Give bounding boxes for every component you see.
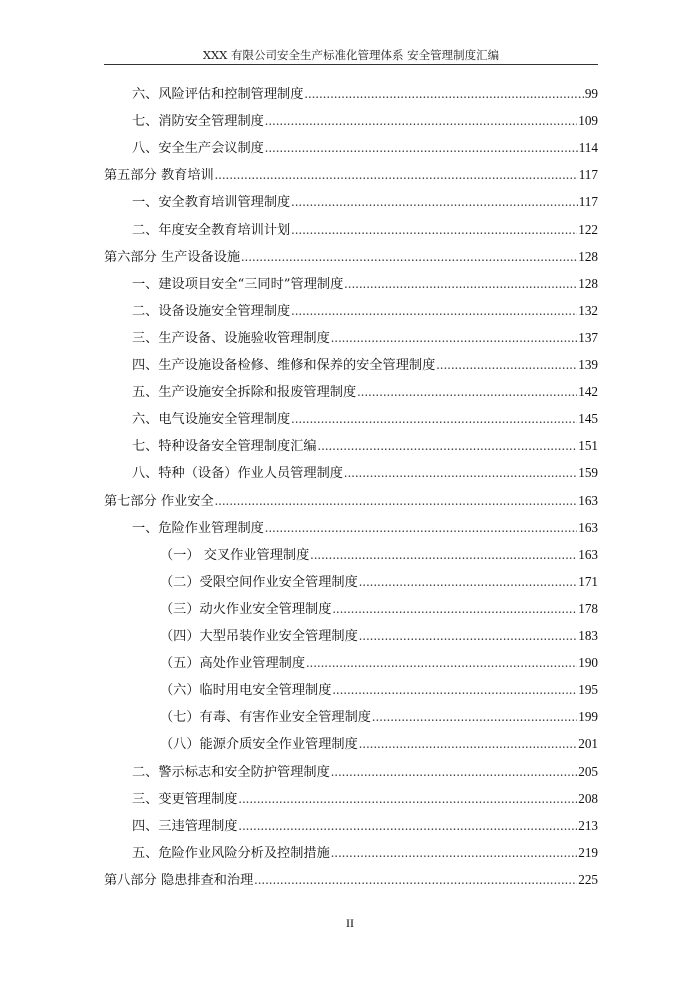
dot-leader <box>310 544 577 566</box>
toc-entry-page: 137 <box>578 330 598 345</box>
toc-entry-title: 第六部分 生产设备设施 <box>104 250 241 265</box>
toc-section-entry <box>132 761 598 783</box>
toc-subsection-entry <box>160 544 598 566</box>
toc-entry-title: （一） 交叉作业管理制度 <box>160 548 310 563</box>
dot-leader <box>265 110 577 132</box>
toc-entry-page: 219 <box>578 845 598 860</box>
toc-entry-title: 七、消防安全管理制度 <box>132 114 264 129</box>
dot-leader <box>436 354 577 376</box>
toc-entry-page: 201 <box>578 736 598 751</box>
toc-subsection-entry <box>160 679 598 701</box>
dot-leader <box>215 490 578 512</box>
toc-entry-page: 117 <box>578 194 598 209</box>
dot-leader <box>239 815 578 837</box>
dot-leader <box>304 83 583 105</box>
toc-entry-page: 99 <box>584 86 598 101</box>
toc-entry-page: 159 <box>578 465 598 480</box>
toc-section-entry <box>132 327 598 349</box>
toc-section-entry <box>132 435 598 457</box>
toc-section-entry <box>132 300 598 322</box>
toc-entry-page: 139 <box>578 357 598 372</box>
page-number: II <box>346 916 354 930</box>
toc-entry-page: 163 <box>578 520 598 535</box>
toc-entry-title: 四、生产设施设备检修、维修和保养的安全管理制度 <box>132 358 436 373</box>
toc-entry-title: 七、特种设备安全管理制度汇编 <box>132 439 317 454</box>
toc-entry-page: 195 <box>578 682 598 697</box>
toc-entry-title: 五、生产设施安全拆除和报废管理制度 <box>132 385 357 400</box>
toc-entry-page: 114 <box>578 140 598 155</box>
toc-section-entry <box>132 354 598 376</box>
toc-section-entry <box>132 788 598 810</box>
toc-entry-title: 六、风险评估和控制管理制度 <box>132 87 304 102</box>
toc-entry-page: 178 <box>578 601 598 616</box>
dot-leader <box>291 191 577 213</box>
toc-section-entry <box>132 219 598 241</box>
toc-section-entry <box>132 842 598 864</box>
toc-entry-title: （六）临时用电安全管理制度 <box>160 683 332 698</box>
dot-leader <box>331 327 577 349</box>
dot-leader <box>332 679 577 701</box>
toc-entry-title: 二、警示标志和安全防护管理制度 <box>132 765 330 780</box>
dot-leader <box>291 408 577 430</box>
dot-leader <box>239 788 578 810</box>
toc-entry-page: 163 <box>578 547 598 562</box>
toc-subsection-entry <box>160 652 598 674</box>
toc-section-entry <box>132 462 598 484</box>
toc-entry-page: 145 <box>578 411 598 426</box>
toc-subsection-entry <box>160 625 598 647</box>
dot-leader <box>215 164 578 186</box>
toc-entry-page: 109 <box>578 113 598 128</box>
toc-subsection-entry <box>160 598 598 620</box>
toc-section-entry <box>132 381 598 403</box>
toc-section-entry <box>132 110 598 132</box>
toc-entry-title: 第八部分 隐患排查和治理 <box>104 873 254 888</box>
toc-entry-title: 二、年度安全教育培训计划 <box>132 223 291 238</box>
toc-entry-page: 205 <box>578 764 598 779</box>
dot-leader <box>306 652 577 674</box>
toc-entry-title: 一、建设项目安全“三同时”管理制度 <box>132 277 344 292</box>
toc-part-entry <box>104 869 598 891</box>
toc-section-entry <box>132 408 598 430</box>
dot-leader <box>291 300 577 322</box>
dot-leader <box>241 246 577 268</box>
toc-entry-title: 三、生产设备、设施验收管理制度 <box>132 331 330 346</box>
toc-entry-title: 二、设备设施安全管理制度 <box>132 304 291 319</box>
dot-leader <box>344 273 577 295</box>
dot-leader <box>372 706 577 728</box>
toc-section-entry <box>132 191 598 213</box>
toc-entry-page: 225 <box>578 872 598 887</box>
toc-entry-title: 一、安全教育培训管理制度 <box>132 195 291 210</box>
toc-entry-title: 八、安全生产会议制度 <box>132 141 264 156</box>
dot-leader <box>331 761 577 783</box>
toc-entry-page: 190 <box>578 655 598 670</box>
toc-entry-page: 128 <box>578 276 598 291</box>
toc-entry-page: 128 <box>578 249 598 264</box>
page-header: XXX 有限公司安全生产标准化管理体系 安全管理制度汇编 <box>104 47 598 65</box>
toc-entry-page: 208 <box>578 791 598 806</box>
toc-entry-title: 第七部分 作业安全 <box>104 494 214 509</box>
toc-entry-title: 一、危险作业管理制度 <box>132 521 264 536</box>
toc-part-entry <box>104 490 598 512</box>
toc-entry-title: （八）能源介质安全作业管理制度 <box>160 737 358 752</box>
dot-leader <box>331 842 577 864</box>
toc-entry-page: 117 <box>578 167 598 182</box>
dot-leader <box>359 733 577 755</box>
toc-part-entry <box>104 246 598 268</box>
dot-leader <box>318 435 578 457</box>
toc-subsection-entry <box>160 706 598 728</box>
toc-entry-page: 183 <box>578 628 598 643</box>
toc-entry-page: 171 <box>578 574 598 589</box>
dot-leader <box>332 598 577 620</box>
toc-entry-page: 199 <box>578 709 598 724</box>
toc-section-entry <box>132 815 598 837</box>
toc-entry-title: （四）大型吊装作业安全管理制度 <box>160 629 358 644</box>
toc-section-entry <box>132 83 598 105</box>
toc-entry-title: （三）动火作业安全管理制度 <box>160 602 332 617</box>
toc-entry-page: 213 <box>578 818 598 833</box>
toc-part-entry <box>104 164 598 186</box>
toc-entry-title: 第五部分 教育培训 <box>104 168 214 183</box>
dot-leader <box>254 869 577 891</box>
toc-section-entry <box>132 517 598 539</box>
dot-leader <box>291 219 577 241</box>
toc-entry-page: 122 <box>578 222 598 237</box>
toc-entry-page: 132 <box>578 303 598 318</box>
toc-entry-title: （二）受限空间作业安全管理制度 <box>160 575 358 590</box>
dot-leader <box>357 381 577 403</box>
toc-section-entry <box>132 273 598 295</box>
toc-subsection-entry <box>160 571 598 593</box>
dot-leader <box>265 517 577 539</box>
toc-entry-title: （七）有毒、有害作业安全管理制度 <box>160 710 371 725</box>
toc-section-entry <box>132 137 598 159</box>
toc-entry-title: 三、变更管理制度 <box>132 792 238 807</box>
dot-leader <box>344 462 577 484</box>
toc-entry-title: 六、电气设施安全管理制度 <box>132 412 291 427</box>
dot-leader <box>359 571 577 593</box>
toc-entry-page: 151 <box>578 438 598 453</box>
dot-leader <box>359 625 577 647</box>
toc-entry-page: 142 <box>578 384 598 399</box>
toc-subsection-entry <box>160 733 598 755</box>
dot-leader <box>265 137 578 159</box>
toc-entry-title: （五）高处作业管理制度 <box>160 656 306 671</box>
toc-entry-title: 五、危险作业风险分析及控制措施 <box>132 846 330 861</box>
toc-entry-page: 163 <box>578 493 598 508</box>
toc-entry-title: 四、三违管理制度 <box>132 819 238 834</box>
toc-entry-title: 八、特种（设备）作业人员管理制度 <box>132 466 343 481</box>
